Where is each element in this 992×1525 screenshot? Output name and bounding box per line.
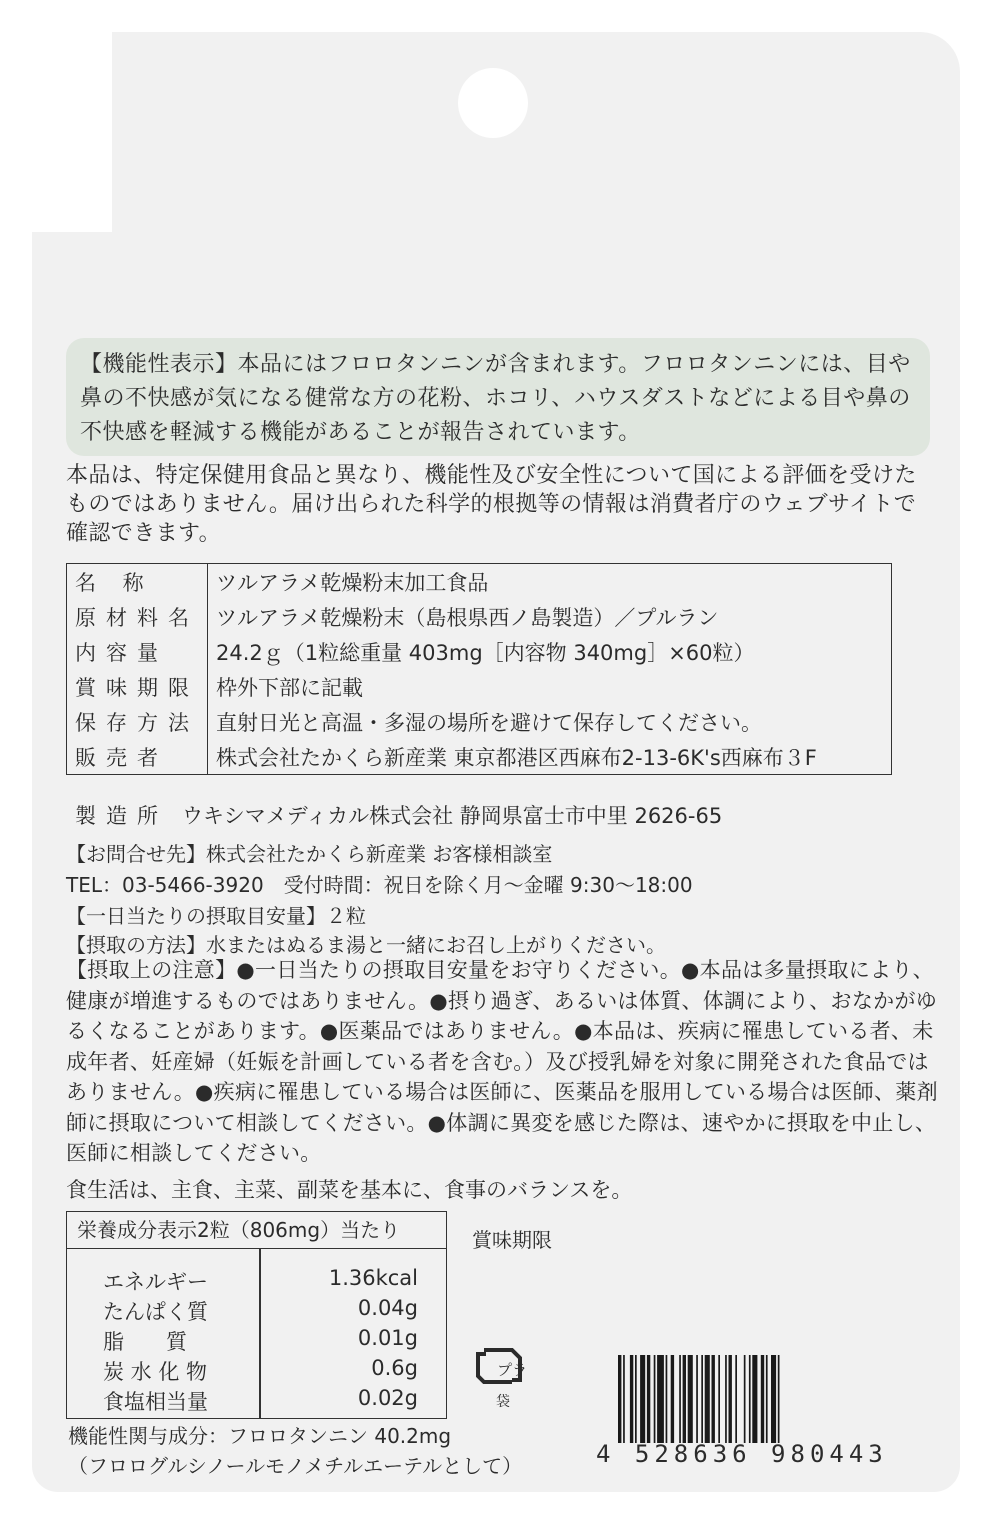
- barcode-bar: [630, 1355, 633, 1443]
- function-claim-text: 【機能性表示】本品にはフロロタンニンが含まれます。フロロタンニンには、目や鼻の不快感が気になる健常な方の花粉、ホコリ、ハウスダストなどによる目や鼻の不快感を軽減する機能があることが報告されています。: [80, 352, 911, 445]
- spec-row: [67, 599, 892, 634]
- barcode-bar: [771, 1355, 776, 1443]
- barcode-bar: [766, 1355, 768, 1443]
- nutrient-name: エネルギー: [103, 1270, 208, 1294]
- how-to-line: 【摂取の方法】水またはぬるま湯と一緒にお召し上がりください。: [66, 933, 666, 957]
- diet-note: 食生活は、主食、主菜、副菜を基本に、食事のバランスを。: [66, 1178, 633, 1202]
- spec-key: 原材料名: [67, 599, 208, 634]
- nutrient-name: 脂 質: [103, 1330, 187, 1354]
- active-ingredient-line: 機能性関与成分：フロロタンニン 40.2mg: [68, 1424, 452, 1448]
- spec-value: 株式会社たかくら新産業 東京都港区西麻布2-13-6K's西麻布３F: [216, 745, 817, 770]
- disclaimer-text: 本品は、特定保健用食品と異なり、機能性及び安全性について国による評価を受けたものではありません。届け出られた科学的根拠等の情報は消費者庁のウェブサイトで確認できます。: [66, 463, 917, 546]
- barcode-bar: [679, 1355, 681, 1443]
- recycle-text: プラ: [497, 1361, 528, 1379]
- nutrient-value: 0.02g: [357, 1386, 418, 1410]
- barcode-bar: [666, 1355, 668, 1443]
- active-ingredient-note: （フロログルシノールモノメチルエーテルとして）: [68, 1454, 523, 1478]
- barcode-bar: [688, 1355, 693, 1443]
- barcode-bar: [749, 1355, 751, 1443]
- recycle-mark-icon: [474, 1340, 532, 1410]
- spec-row: [67, 634, 892, 669]
- barcode-bar: [635, 1355, 637, 1443]
- nutrient-value: 0.6g: [371, 1356, 418, 1380]
- active-ingredient: [68, 1421, 522, 1481]
- contact-line: 【お問合せ先】株式会社たかくら新産業 お客様相談室: [66, 842, 553, 866]
- barcode-bar: [761, 1355, 764, 1443]
- barcode-bar: [657, 1355, 664, 1443]
- spec-key: 保存方法: [67, 704, 208, 739]
- barcode-bar: [623, 1355, 625, 1443]
- barcode-bar: [718, 1355, 720, 1443]
- daily-amount-line: 【一日当たりの摂取目安量】２粒: [66, 904, 366, 928]
- spec-value: 枠外下部に記載: [216, 675, 363, 700]
- barcode-bar: [725, 1355, 727, 1443]
- barcode-bar: [640, 1355, 645, 1443]
- cautions-text: 【摂取上の注意】●一日当たりの摂取目安量をお守りください。●本品は多量摂取により、健康が増進するものではありません。●摂り過ぎ、あるいは体質、体調により、おなかがゆるくなることがあります。●医薬品ではありません。●本品は、疾病に罹患している者、未成年者、妊産婦（妊娠を計画している者を含む。）及び授乳婦を対象に開発された食品ではありません。●疾病に罹患している場合は医師に、医薬品を服用している場合は医師、薬剤師に摂取について相談してください。●体調に異変を感じた際は、速やかに摂取を中止し、医師に相談してください。: [66, 958, 938, 1165]
- barcode-bar: [705, 1355, 710, 1443]
- nutrition-row: [67, 1326, 446, 1356]
- spec-key: 内容量: [67, 634, 208, 669]
- nutrition-row: [67, 1296, 446, 1326]
- spec-value: ツルアラメ乾燥粉末加工食品: [216, 570, 489, 595]
- barcode-bar: [671, 1355, 674, 1443]
- nutrient-name: 食塩相当量: [103, 1390, 208, 1414]
- barcode-bar: [712, 1355, 715, 1443]
- barcode-bar: [618, 1355, 621, 1443]
- barcode-bar: [701, 1355, 703, 1443]
- barcode-bar: [729, 1355, 732, 1443]
- spec-key: 名 称: [67, 564, 208, 600]
- spec-value: 直射日光と高温・多湿の場所を避けて保存してください。: [216, 710, 762, 735]
- spec-row: [67, 704, 892, 739]
- nutrient-name: たんぱく質: [103, 1300, 208, 1324]
- spec-value: ツルアラメ乾燥粉末（島根県西ノ島製造）／プルラン: [216, 605, 719, 630]
- best-before-label: 賞味期限: [472, 1228, 552, 1252]
- nutrient-name: 炭 水 化 物: [103, 1360, 208, 1384]
- manufacturer-line: [75, 800, 722, 830]
- function-claim-box: [66, 338, 930, 456]
- barcode-bar: [654, 1355, 656, 1443]
- recycle-sub: 袋: [496, 1394, 510, 1410]
- manufacturer-value: ウキシマメディカル株式会社 静岡県富士市中里 2626-65: [182, 804, 723, 828]
- nutrient-value: 1.36kcal: [328, 1266, 418, 1290]
- spec-table: [66, 563, 892, 775]
- nutrition-row: [67, 1266, 446, 1296]
- nutrition-row: [67, 1356, 446, 1386]
- nutrient-value: 0.04g: [357, 1296, 418, 1320]
- spec-row: [67, 739, 892, 775]
- barcode-bar: [744, 1355, 746, 1443]
- spec-value: 24.2ｇ（1粒総重量 403mg［内容物 340mg］×60粒）: [216, 640, 755, 665]
- barcode-bar: [696, 1355, 698, 1443]
- spec-key: 賞味期限: [67, 669, 208, 704]
- barcode-bar: [778, 1355, 780, 1443]
- barcode-bar: [647, 1355, 650, 1443]
- tel-line: TEL：03-5466-3920 受付時間：祝日を除く月～金曜 9:30～18:00: [66, 873, 693, 897]
- barcode: [618, 1355, 880, 1443]
- nutrition-row: [67, 1386, 446, 1416]
- barcode-bar: [683, 1355, 686, 1443]
- barcode-number: 4 528636 980443: [596, 1440, 888, 1468]
- nutrition-header: 栄養成分表示2粒（806mg）当たり: [67, 1212, 446, 1249]
- spec-row: [67, 669, 892, 704]
- spec-row: [67, 564, 892, 600]
- hang-hole: [458, 68, 528, 138]
- manufacturer-key: 製造所: [75, 804, 168, 828]
- nutrient-value: 0.01g: [357, 1326, 418, 1350]
- barcode-bar: [735, 1355, 737, 1443]
- nutrition-table: [66, 1211, 447, 1419]
- barcode-bar: [752, 1355, 757, 1443]
- spec-key: 販売者: [67, 739, 208, 775]
